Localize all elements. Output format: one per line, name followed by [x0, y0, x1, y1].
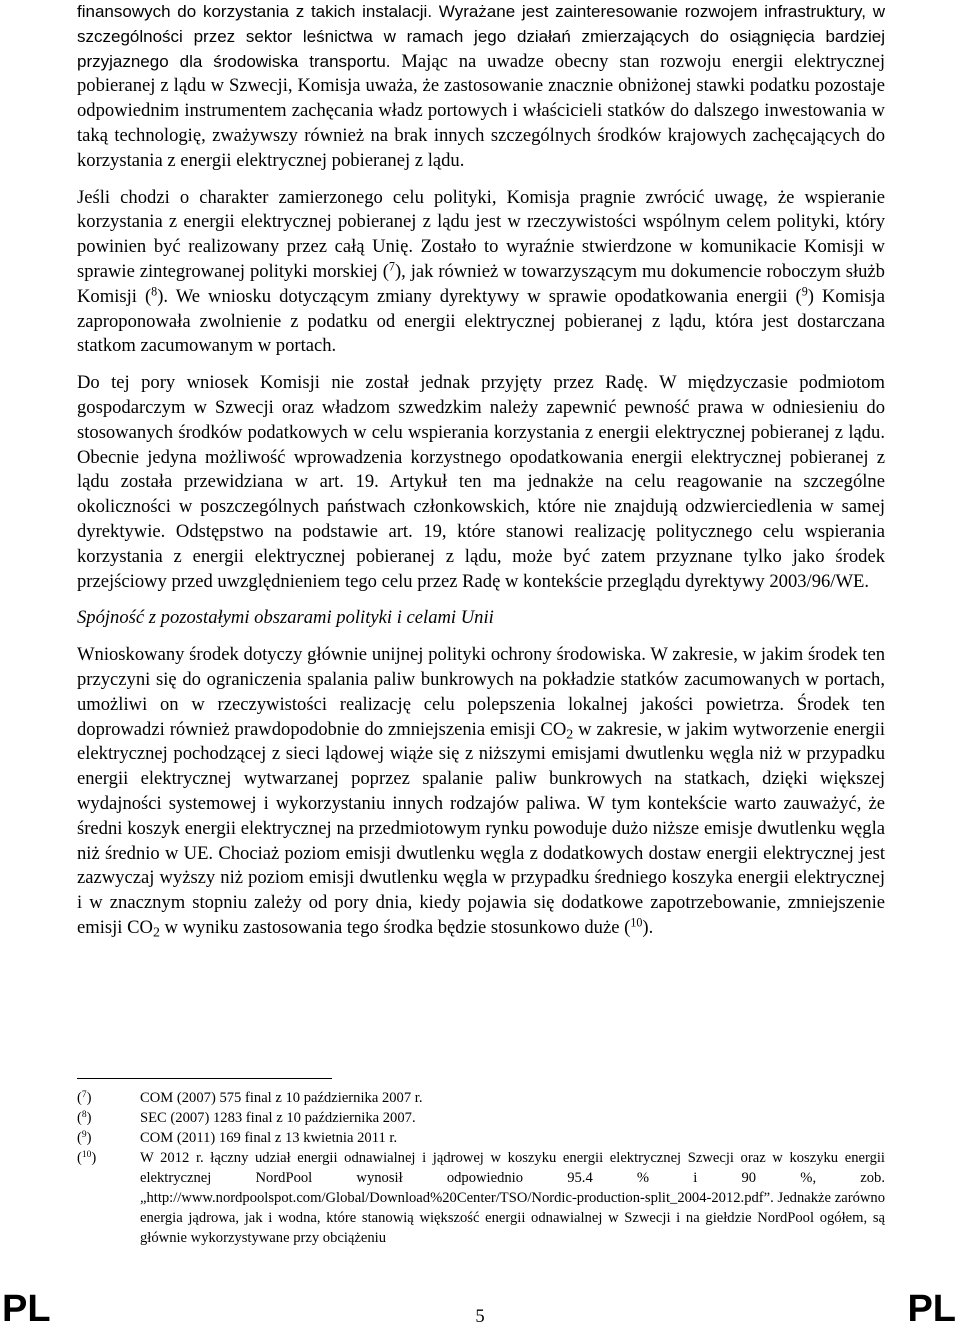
footnote-separator	[77, 1078, 332, 1079]
paragraph-text: w zakresie, w jakim wytworzenie energii elektrycznej pochodzącej z sieci lądowej wiąże się z niższymi emisjami dwutlenku węgla niż w przypadku energii elektrycznej wytwarzanej poprzez spalanie paliw bunkrowych na statkach, dzięki większej wydajności systemowej i wykorzystaniu innych rodzajów paliwa. W tym kontekście warto zauważyć, że średni koszyk energii elektrycznej na przedmiotowym rynku powoduje dużo niższe emisje dwutlenku węgla niż średnio w UE. Chociaż poziom emisji dwutlenku węgla z dodatkowych dostaw energii elektrycznej jest zazwyczaj wyższy niż poziom emisji dwutlenku węgla w przypadku średniego koszyka energii elektrycznej i w znacznym stopniu zależy od pory dnia, kiedy pojawia się dodatkowe zapotrzebowanie, zmniejszenie emisji CO	[77, 718, 885, 938]
footnote-text: COM (2007) 575 final z 10 października 2007 r.	[140, 1090, 423, 1106]
paragraph-text: w wyniku zastosowania tego środka będzie stosunkowo duże (	[159, 916, 631, 938]
subscript: 2	[566, 727, 574, 742]
footer-language-left: PL	[2, 1288, 51, 1330]
footnote-mark: ($^7$)	[77, 1089, 92, 1106]
footnote-mark: ($^{10}$)	[77, 1149, 97, 1166]
paragraph-environment	[77, 643, 885, 941]
subscript: 2	[152, 925, 160, 941]
paragraph-policy-goal	[77, 186, 885, 360]
footnote-item	[77, 1128, 885, 1148]
footnote-ref[interactable]: 9	[801, 284, 808, 299]
paragraph-text: ) Komisja zaproponowała zwolnienie z podatku od energii elektrycznej pobieranej z lądu, która jest dostarczana statkom zacumowanym w portach.	[77, 285, 885, 357]
paragraph-text: Jeśli chodzi o charakter zamierzonego celu polityki, Komisja pragnie zwrócić uwagę, że wspieranie korzystania z energii elektrycznej pobieranej z lądu jest w rzeczywistości wspólnym celem polityki, który powinien być realizowany przez całą Unię. Zostało to wyraźnie stwierdzone w komunikacie Komisji w sprawie zintegrowanej polityki morskiej (	[77, 186, 885, 282]
footnote-ref[interactable]: 7	[388, 259, 395, 274]
page-number: 5	[475, 1306, 485, 1327]
paragraph-intro	[77, 0, 885, 174]
section-heading: Spójność z pozostałymi obszarami polityki i celami Unii	[77, 607, 494, 629]
paragraph-text: ).	[642, 916, 654, 938]
paragraph-text: ). We wniosku dotyczącym zmiany dyrektywy w sprawie opodatkowania energii (	[157, 285, 802, 307]
footnote-ref[interactable]: 10	[630, 915, 643, 930]
footnote-mark: ($^9$)	[77, 1129, 92, 1146]
paragraph-text: Wnioskowany środek dotyczy głównie unijnej polityki ochrony środowiska. W zakresie, w jakim środek ten przyczyni się do ograniczenia spalania paliw bunkrowych na pokładzie statków zacumowanych w portach, umożliwi on w rzeczywistości realizację celu polepszenia lokalnej jakości powietrza. Środek ten doprowadzi również prawdopodobnie do zmniejszenia emisji CO	[77, 644, 885, 740]
paragraph-intro-sans-text: finansowych do korzystania z takich instalacji. Wyrażane jest zainteresowanie rozwojem infrastruktury, w szczególności przez sektor leśnictwa w ramach jego działań zmierzających do osiągnięcia bardziej przyjaznego dla środowiska transportu.	[77, 2, 885, 71]
footnote-text: COM (2011) 169 final z 13 kwietnia 2011 r.	[140, 1130, 398, 1146]
footnote-ref[interactable]: 8	[151, 284, 158, 299]
paragraph-council: Do tej pory wniosek Komisji nie został jednak przyjęty przez Radę. W międzyczasie podmiotom gospodarczym w Szwecji oraz władzom szwedzkim należy zapewnić pewność prawa w odniesieniu do stosowanych środków podatkowych w celu wspierania korzystania z energii elektrycznej pobieranej z lądu. Obecnie jedyna możliwość wprowadzenia korzystnego opodatkowania energii elektrycznej pobieranej z lądu została przewidziana w art. 19. Artykuł ten ma jednakże na celu reagowanie na szczególne okoliczności w poszczególnych państwach członkowskich, które nie znajdują odzwierciedlenia w samej dyrektywie. Odstępstwo na podstawie art. 19, które stanowi realizację politycznego celu wspierania korzystania z energii elektrycznej pobieranej z lądu, może być zatem przyznane tylko jako środek przejściowy przed uwzględnieniem tego celu przez Radę w kontekście przeglądu dyrektywy 2003/96/WE.	[77, 372, 885, 592]
footnote-text: SEC (2007) 1283 final z 10 października 2007.	[140, 1110, 416, 1126]
paragraph-intro-serif-text: Mając na uwadze obecny stan rozwoju energii elektrycznej pobieranej z lądu w Szwecji, Komisja uważa, że zastosowanie znacznie obniżonej stawki podatku pozostaje odpowiednim instrumentem zachęcania władz portowych i właścicieli statków do dalszego inwestowania w taką technologię, zważywszy również na brak innych szczególnych środków krajowych zachęcających do korzystania z energii elektrycznej pobieranej z lądu.	[77, 50, 885, 171]
footnotes	[77, 1088, 885, 1248]
footnote-item	[77, 1148, 885, 1248]
footnote-text: W 2012 r. łączny udział energii odnawialnej i jądrowej w koszyku energii elektrycznej Szwecji oraz w koszyku energii elektrycznej NordPool wynosił odpowiednio 95.4 % i 90 %, zob. „http://www.nordpoolspot.com/Global/Download%20Center/TSO/Nordic-production-split_2004-2012.pdf”. Jednakże zarówno energia jądrowa, jak i wodna, które stanowią większość energii odnawialnej w Szwecji i na giełdzie NordPool ogółem, są głównie wykorzystywane przy obciążeniu	[140, 1150, 885, 1246]
document-body	[77, 0, 885, 953]
footnote-item	[77, 1108, 885, 1128]
footnote-mark: ($^8$)	[77, 1109, 92, 1126]
footnote-item	[77, 1088, 885, 1108]
paragraph-text: ), jak również w towarzyszącym mu dokumencie roboczym służb Komisji (	[77, 260, 885, 307]
footer-language-right: PL	[907, 1288, 956, 1330]
